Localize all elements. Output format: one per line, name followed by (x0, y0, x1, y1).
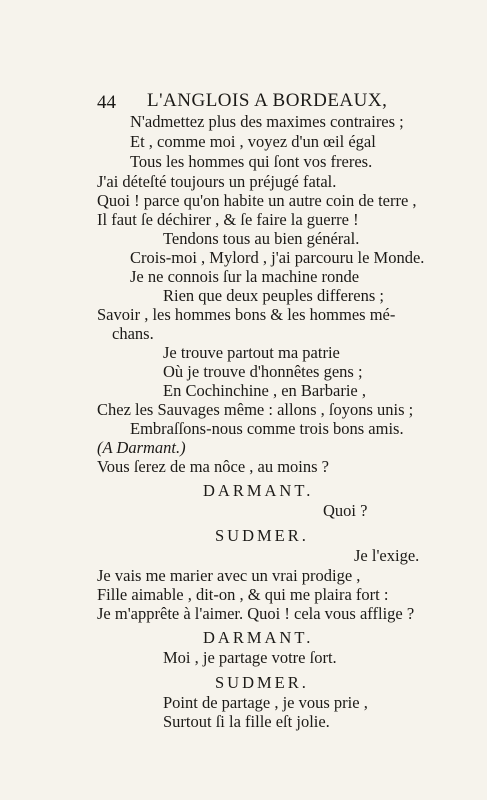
verse-line: Savoir , les hommes bons & les hommes mé- (97, 305, 396, 324)
verse-line: Moi , je partage votre ſort. (163, 648, 337, 667)
speaker-name: DARMANT. (203, 628, 314, 647)
verse-line: Vous ſerez de ma nôce , au moins ? (97, 457, 329, 476)
speaker-name: DARMANT. (203, 481, 314, 500)
verse-line: Je trouve partout ma patrie (163, 343, 340, 362)
verse-line: Chez les Sauvages même : allons , ſoyons unis ; (97, 400, 414, 419)
verse-line: Il faut ſe déchirer , & ſe faire la guerre ! (97, 210, 359, 229)
verse-line: Quoi ? (323, 501, 368, 520)
verse-line: Quoi ! parce qu'on habite un autre coin de terre , (97, 191, 417, 210)
verse-line: Surtout ſi la fille eſt jolie. (163, 712, 330, 731)
verse-line: Rien que deux peuples differens ; (163, 286, 385, 305)
verse-line: N'admettez plus des maximes contraires ; (130, 112, 404, 131)
running-title: L'ANGLOIS A BORDEAUX, (147, 90, 388, 111)
page-number: 44 (97, 92, 116, 113)
verse-line: Fille aimable , dit-on , & qui me plaira fort : (97, 585, 389, 604)
verse-line: Je vais me marier avec un vrai prodige , (97, 566, 361, 585)
speaker-name: SUDMER. (215, 526, 309, 545)
verse-line: Je l'exige. (354, 546, 420, 565)
verse-line: Où je trouve d'honnêtes gens ; (163, 362, 363, 381)
verse-line: chans. (112, 324, 154, 343)
verse-line: Point de partage , je vous prie , (163, 693, 368, 712)
speaker-name: SUDMER. (215, 673, 309, 692)
verse-line: Tendons tous au bien général. (163, 229, 360, 248)
verse-line: Je m'apprête à l'aimer. Quoi ! cela vous afflige ? (97, 604, 415, 623)
verse-line: Et , comme moi , voyez d'un œil égal (130, 132, 376, 151)
verse-line: Embraſſons-nous comme trois bons amis. (130, 419, 404, 438)
verse-line: Tous les hommes qui ſont vos freres. (130, 152, 373, 171)
verse-line: J'ai déteſté toujours un préjugé fatal. (97, 172, 337, 191)
verse-line: En Cochinchine , en Barbarie , (163, 381, 366, 400)
verse-line: Je ne connois ſur la machine ronde (130, 267, 360, 286)
stage-direction: (A Darmant.) (97, 438, 186, 457)
verse-line: Crois-moi , Mylord , j'ai parcouru le Monde. (130, 248, 425, 267)
